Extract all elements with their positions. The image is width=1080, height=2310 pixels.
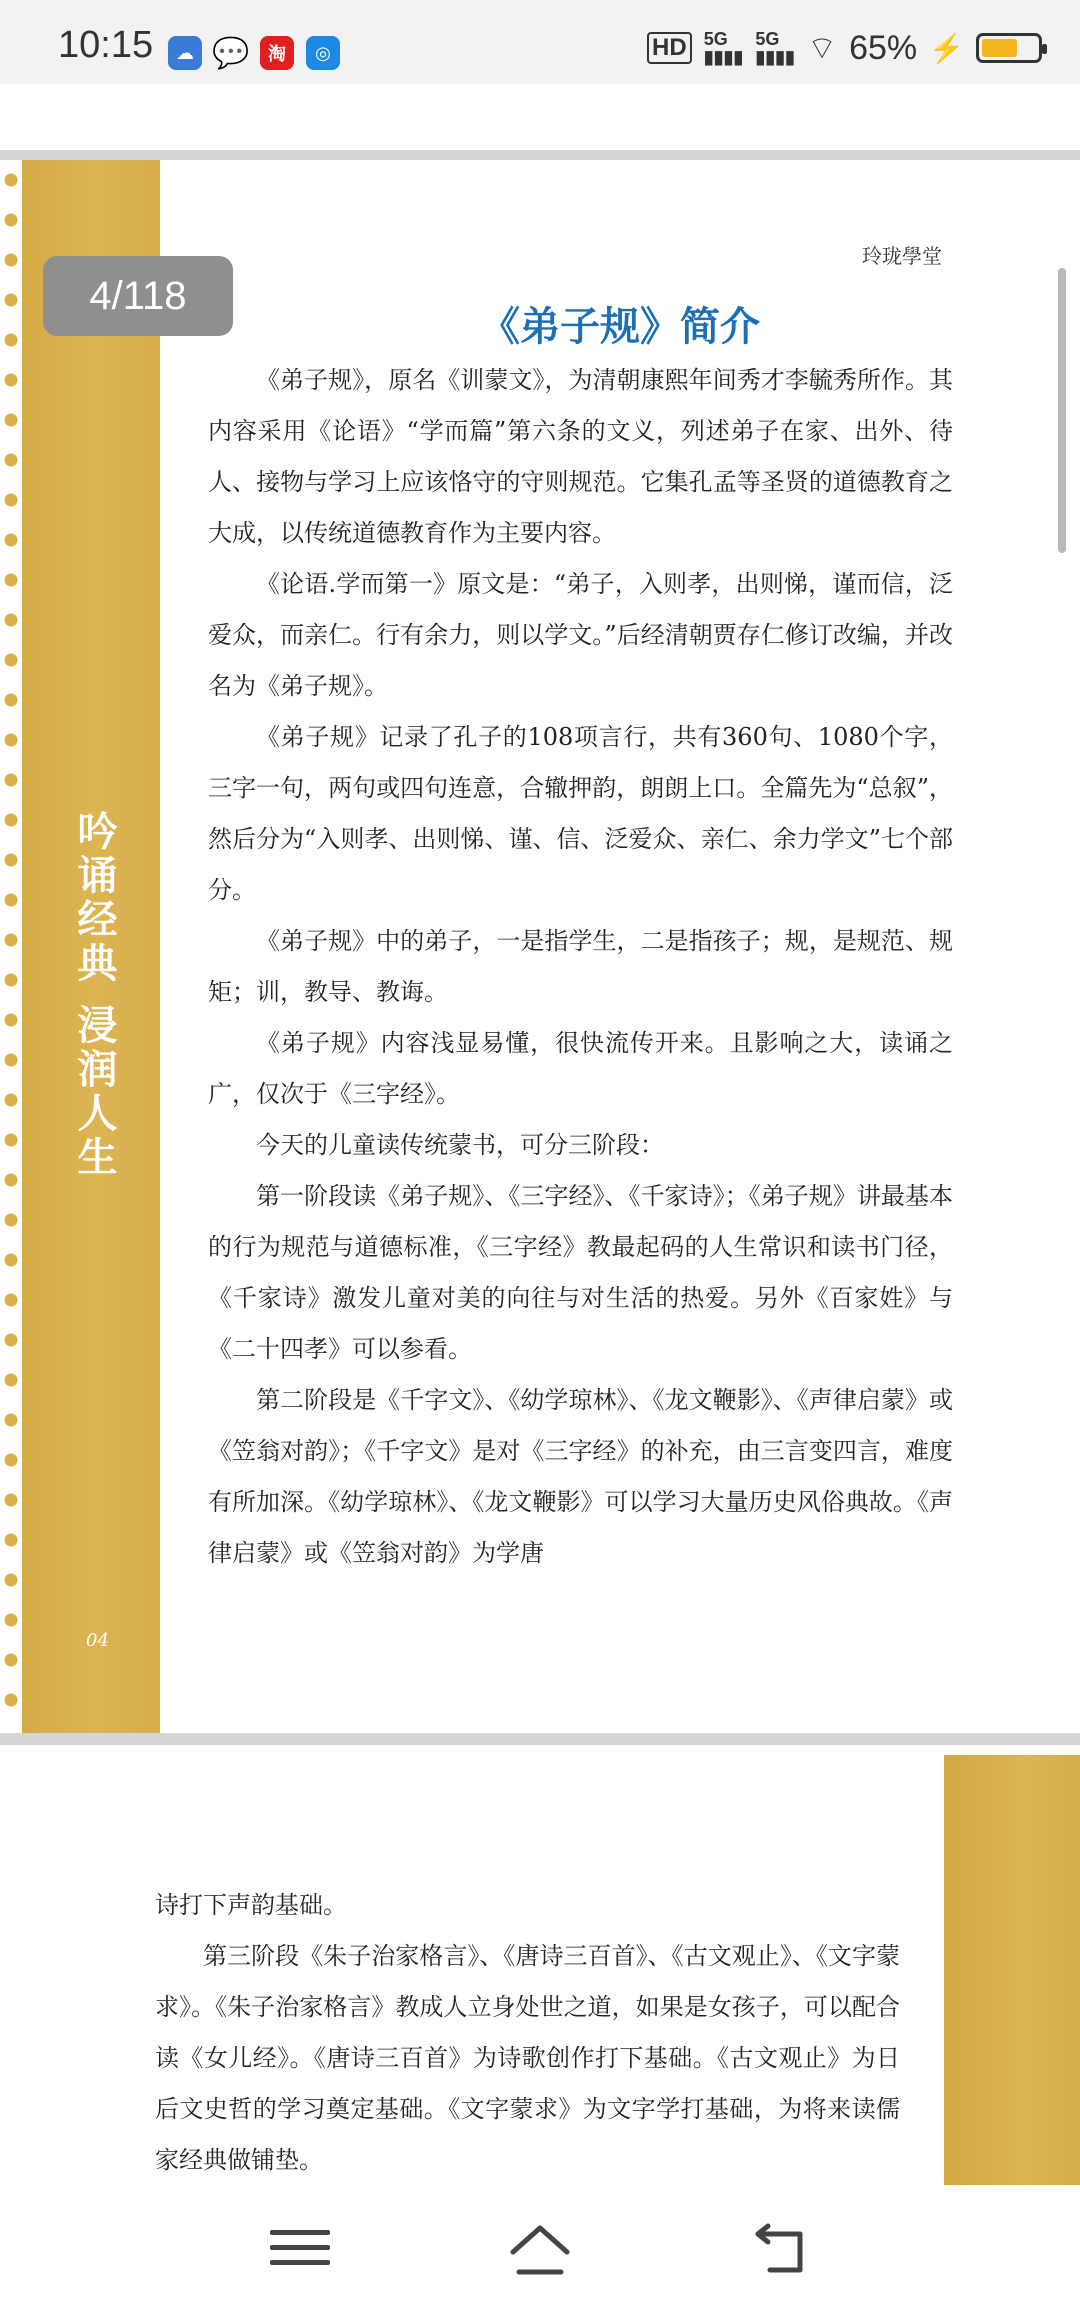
- signal-1: 5G ▮▮▮▮: [703, 29, 744, 67]
- page-title: 《弟子规》简介: [480, 303, 760, 350]
- paragraph: 《论语.学而第一》原文是：“弟子，入则孝，出则悌，谨而信，泛爱众，而亲仁。行有余力，则以学文。”后经清朝贾存仁修订改编，并改名为《弟子规》。: [208, 570, 953, 700]
- battery-fill: [982, 39, 1017, 57]
- border-pattern: [0, 160, 22, 1733]
- navigation-bar: [0, 2190, 1080, 2310]
- hd-badge: HD: [647, 32, 692, 64]
- home-icon[interactable]: [505, 2220, 575, 2280]
- browser-icon: ◎: [306, 36, 340, 70]
- paragraph: 第二阶段是《千字文》、《幼学琼林》、《龙文鞭影》、《声律启蒙》或《笠翁对韵》；《千字文》是对《三字经》的补充，由三言变四言，难度有所加深。《幼学琼林》、《龙文鞭影》可以学习大量历史风俗典故。《声律启蒙》或《笠翁对韵》为学唐: [208, 1386, 953, 1567]
- notification-icons: [168, 36, 340, 70]
- paragraph: 诗打下声韵基础。: [155, 1891, 347, 1919]
- scrollbar[interactable]: [1058, 268, 1066, 553]
- paragraph: 第三阶段《朱子治家格言》、《唐诗三百首》、《古文观止》、《文字蒙求》。《朱子治家格言》教成人立身处世之道，如果是女孩子，可以配合读《女儿经》。《唐诗三百首》为诗歌创作打下基础。《古文观止》为日后文史哲的学习奠定基础。《文字蒙求》为文字学打基础，为将来读儒家经典做铺垫。: [155, 1942, 900, 2174]
- paragraph: 今天的儿童读传统蒙书，可分三阶段：: [256, 1131, 664, 1159]
- decorative-side-band: [0, 160, 160, 1733]
- status-right: [647, 28, 1042, 68]
- status-time: 10:15: [58, 24, 154, 66]
- status-bar: [0, 0, 1080, 84]
- back-icon[interactable]: [748, 2220, 818, 2280]
- decorative-side-band-page2: [944, 1755, 1080, 2185]
- battery-percent: 65%: [849, 28, 918, 67]
- taobao-icon: 淘: [260, 36, 294, 70]
- page-number: 04: [86, 1630, 109, 1651]
- cloud-app-icon: ☁: [168, 36, 202, 70]
- paragraph: 《弟子规》记录了孔子的108项言行，共有360句、1080个字，三字一句，两句或四句连意，合辙押韵，朗朗上口。全篇先为“总叙”，然后分为“入则孝、出则悌、谨、信、泛爱众、亲仁、余力学文”七个部分。: [208, 723, 953, 904]
- menu-icon[interactable]: [265, 2220, 335, 2280]
- paragraph: 第一阶段读《弟子规》、《三字经》、《千家诗》；《弟子规》讲最基本的行为规范与道德标准，《三字经》教最起码的人生常识和读书门径，《千家诗》激发儿童对美的向往与对生活的热爱。另外《百家姓》与《二十四孝》可以参看。: [208, 1182, 953, 1363]
- battery-icon: [976, 33, 1042, 63]
- signal-2: 5G ▮▮▮▮: [755, 29, 795, 67]
- paragraph: 《弟子规》，原名《训蒙文》，为清朝康熙年间秀才李毓秀所作。其内容采用《论语》“学而篇”第六条的文义，列述弟子在家、出外、待人、接物与学习上应该恪守的守则规范。它集孔孟等圣贤的道德教育之大成，以传统道德教育作为主要内容。: [208, 366, 953, 547]
- page-content: [208, 355, 953, 1579]
- side-slogan: 吟诵经典 浸润人生: [71, 810, 118, 1180]
- paragraph: 《弟子规》中的弟子，一是指学生，二是指孩子；规，是规范、规矩；训，教导、教诲。: [208, 927, 953, 1006]
- page-counter: 4/118: [43, 256, 233, 336]
- chat-icon: 💬: [212, 36, 250, 70]
- page-content-2: [155, 1880, 900, 2186]
- paragraph: 《弟子规》内容浅显易懂，很快流传开来。且影响之大，读诵之广，仅次于《三字经》。: [208, 1029, 953, 1108]
- wifi-icon: ⌔: [806, 30, 838, 66]
- charging-icon: ⚡: [929, 32, 964, 64]
- brand-mark: 玲珑學堂: [862, 244, 942, 268]
